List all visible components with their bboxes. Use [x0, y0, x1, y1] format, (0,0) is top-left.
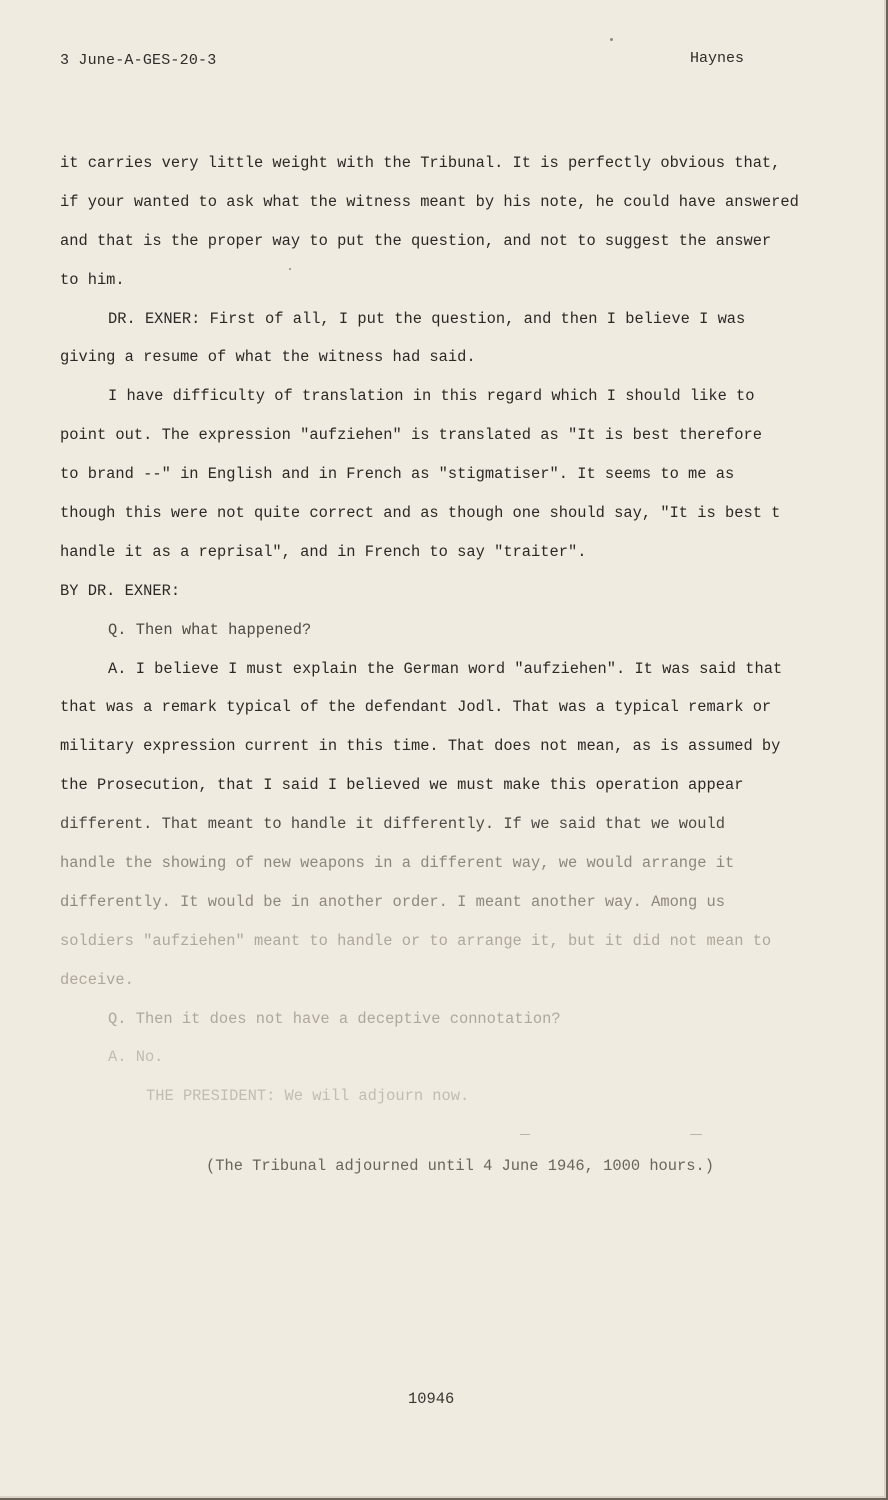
- answer-line: A. I believe I must explain the German word "aufziehen". It was said that: [108, 659, 783, 678]
- transcript-line: different. That meant to handle it differently. If we said that we would: [60, 815, 725, 834]
- transcript-line: to brand --" in English and in French as "stigmatiser". It seems to me as: [60, 465, 735, 484]
- reporter-name: Haynes: [690, 50, 745, 67]
- transcript-line: point out. The expression "aufziehen" is translated as "It is best therefore: [60, 426, 762, 445]
- transcript-line: soldiers "aufziehen" meant to handle or to arrange it, but it did not mean to: [60, 931, 772, 950]
- transcript-line: handle it as a reprisal", and in French to say "traiter".: [60, 542, 587, 561]
- transcript-line: military expression current in this time. That does not mean, as is assumed by: [60, 737, 781, 756]
- document-reference: 3 June-A-GES-20-3: [60, 52, 217, 69]
- paper-mark: [690, 1134, 702, 1135]
- speaker-line: DR. EXNER: First of all, I put the question, and then I believe I was: [108, 309, 746, 328]
- transcript-line: though this were not quite correct and as though one should say, "It is best t: [60, 504, 781, 523]
- answer-line: A. No.: [108, 1048, 164, 1067]
- transcript-body: [60, 144, 840, 1116]
- paper-speck: [289, 268, 291, 270]
- paper-speck: [610, 38, 613, 41]
- speaker-line: THE PRESIDENT: We will adjourn now.: [146, 1087, 470, 1106]
- transcript-line: the Prosecution, that I said I believed we must make this operation appear: [60, 776, 744, 795]
- transcript-line: differently. It would be in another order. I meant another way. Among us: [60, 892, 725, 911]
- transcript-line: and that is the proper way to put the question, and not to suggest the answer: [60, 231, 772, 250]
- question-line: Q. Then it does not have a deceptive connotation?: [108, 1009, 561, 1028]
- transcript-line: it carries very little weight with the Tribunal. It is perfectly obvious that,: [60, 154, 781, 172]
- transcript-line: to him.: [60, 270, 125, 289]
- question-line: Q. Then what happened?: [108, 620, 312, 639]
- section-heading: BY DR. EXNER:: [60, 581, 181, 600]
- page-number: 10946: [408, 1390, 455, 1408]
- transcript-line: deceive.: [60, 970, 134, 989]
- transcript-line: if your wanted to ask what the witness meant by his note, he could have answered: [60, 192, 799, 211]
- transcript-line: I have difficulty of translation in this regard which I should like to: [108, 387, 755, 406]
- transcript-line: handle the showing of new weapons in a different way, we would arrange it: [60, 854, 735, 873]
- adjournment-note: (The Tribunal adjourned until 4 June 1946, 1000 hours.): [206, 1157, 714, 1175]
- paper-mark: [520, 1134, 530, 1135]
- transcript-line: giving a resume of what the witness had said.: [60, 348, 476, 367]
- transcript-line: that was a remark typical of the defendant Jodl. That was a typical remark or: [60, 698, 772, 717]
